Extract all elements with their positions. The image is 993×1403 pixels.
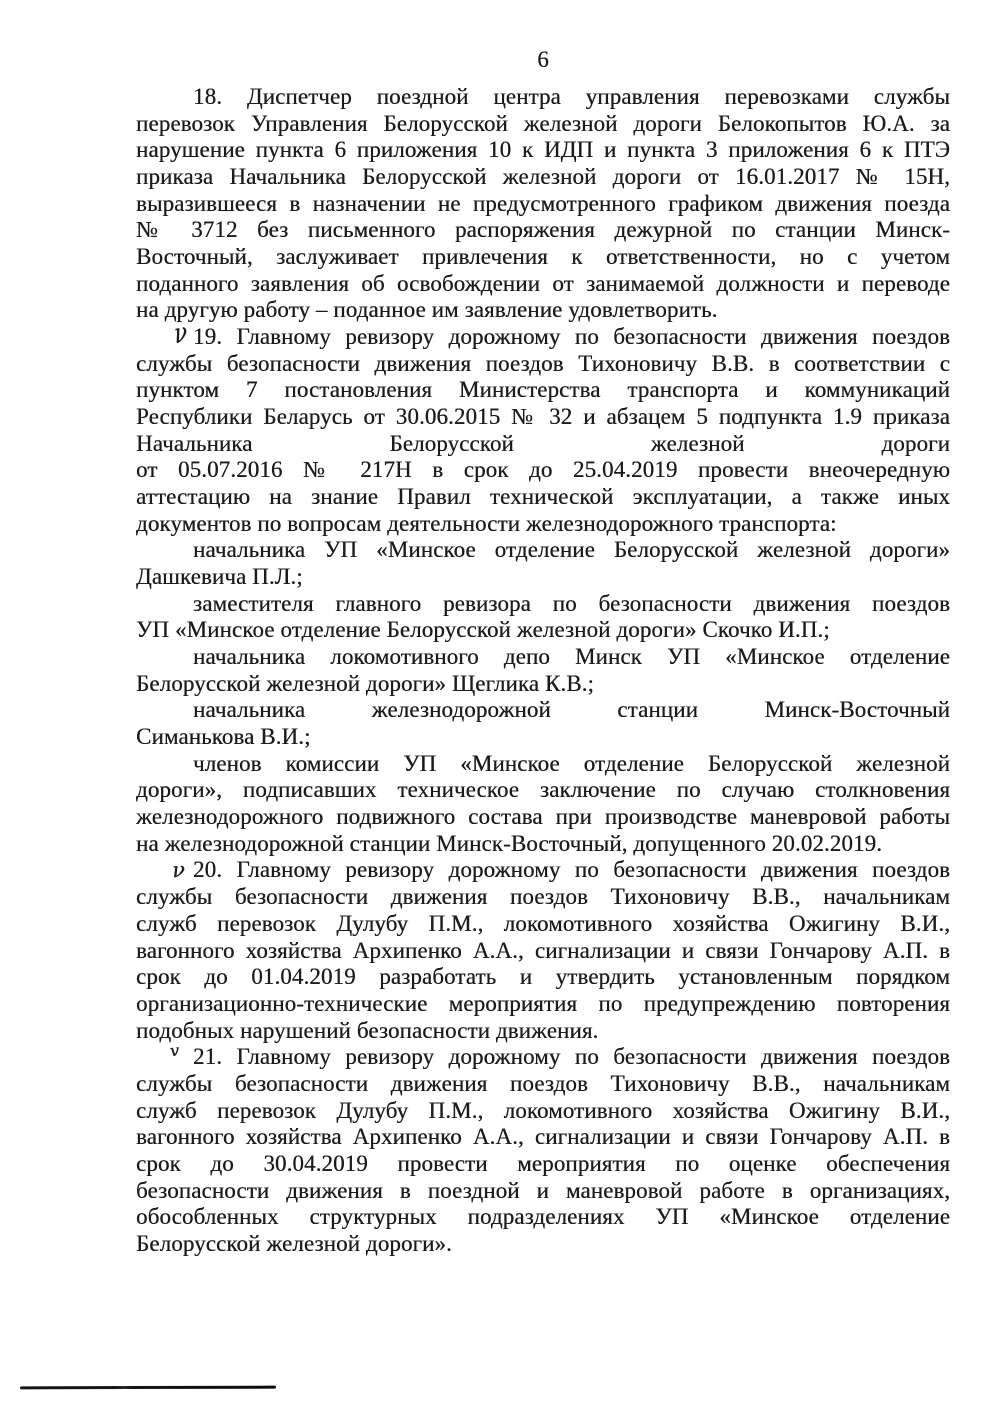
text-line: дороги», подписавших техническое заключение по случаю столкновения xyxy=(136,777,950,803)
text-line: ν 19. Главному ревизору дорожному по безопасности движения поездов xyxy=(136,324,950,351)
text-line: документов по вопросам деятельности железнодорожного транспорта: xyxy=(136,510,837,536)
item-19-sub-3 xyxy=(136,644,950,697)
item-19-sub-5 xyxy=(136,751,950,858)
text-line: службы безопасности движения поездов Тихоновичу В.В., начальникам xyxy=(136,884,950,910)
text-line: Белорусской железной дороги» Щеглика К.В.; xyxy=(136,670,595,696)
document-body xyxy=(136,84,950,1258)
text-line: v 21. Главному ревизору дорожному по безопасности движения поездов xyxy=(136,1044,950,1071)
text-line: 18. Диспетчер поездной центра управления перевозками службы xyxy=(193,84,950,109)
text-line: перевозок Управления Белорусской железной дороги Белокопытов Ю.А. за xyxy=(136,110,950,136)
text-line: службы безопасности движения поездов Тихоновичу В.В. в соответствии с xyxy=(136,350,950,376)
text-line: служб перевозок Дулубу П.М., локомотивного хозяйства Ожигину В.И., xyxy=(136,1097,950,1123)
text-line: обособленных структурных подразделениях УП «Минское отделение xyxy=(136,1204,950,1230)
text-line: подобных нарушений безопасности движения. xyxy=(136,1017,599,1043)
text-line: организационно-технические мероприятия по предупреждению повторения xyxy=(136,990,950,1016)
text-line: срок до 30.04.2019 провести мероприятия по оценке обеспечения xyxy=(136,1150,950,1176)
text-line: ν 20. Главному ревизору дорожному по безопасности движения поездов xyxy=(171,857,950,883)
text-line: нарушение пункта 6 приложения 10 к ИДП и пункта 3 приложения 6 к ПТЭ xyxy=(136,137,950,163)
footnote-separator-line xyxy=(20,1386,276,1390)
text-line: приказа Начальника Белорусской железной дороги от 16.01.2017 № 15Н, xyxy=(136,164,950,190)
text-line: начальника железнодорожной станции Минск-Восточный xyxy=(193,697,950,723)
handwritten-checkmark-icon: ν xyxy=(172,316,189,350)
handwritten-checkmark-icon: ν xyxy=(171,858,186,883)
text-line: на другую работу – поданное им заявление удовлетворить. xyxy=(136,297,718,323)
text-line: срок до 01.04.2019 разработать и утвердить установленным порядком xyxy=(136,964,950,990)
text-line: № 3712 без письменного распоряжения дежурной по станции Минск- xyxy=(136,217,950,243)
text-line: от 05.07.2016 № 217Н в срок до 25.04.2019 провести внеочередную xyxy=(136,457,950,483)
text-line: пунктом 7 постановления Министерства транспорта и коммуникаций xyxy=(136,377,950,403)
text-line: Дашкевича П.Л.; xyxy=(136,564,303,590)
item-18 xyxy=(136,84,950,324)
text-line: безопасности движения в поездной и маневровой работе в организациях, xyxy=(136,1177,950,1203)
text-line: вагонного хозяйства Архипенко А.А., сигнализации и связи Гончарову А.П. в xyxy=(136,937,950,963)
item-21 xyxy=(136,1040,950,1257)
text-line: Начальника Белорусской железной дороги xyxy=(136,430,950,456)
text-line: УП «Минское отделение Белорусской железной дороги» Скочко И.П.; xyxy=(136,617,830,643)
text-line: начальника УП «Минское отделение Белорусской железной дороги» xyxy=(193,537,950,563)
text-line: Восточный, заслуживает привлечения к ответственности, но с учетом xyxy=(136,244,950,270)
handwritten-checkmark-icon: v xyxy=(168,1040,181,1061)
text-line: на железнодорожной станции Минск-Восточный, допущенного 20.02.2019. xyxy=(136,830,883,856)
text-line: аттестацию на знание Правил технической эксплуатации, а также иных xyxy=(136,484,950,510)
text-line: железнодорожного подвижного состава при производстве маневровой работы xyxy=(136,804,950,830)
text-line: выразившееся в назначении не предусмотренного графиком движения поезда xyxy=(136,190,950,216)
item-19-sub-4 xyxy=(136,697,950,750)
text-line: заместителя главного ревизора по безопасности движения поездов xyxy=(193,590,950,616)
text-line: службы безопасности движения поездов Тихоновичу В.В., начальникам xyxy=(136,1070,950,1096)
text-line: начальника локомотивного депо Минск УП «Минское отделение xyxy=(193,644,950,670)
text-line: Республики Беларусь от 30.06.2015 № 32 и абзацем 5 подпункта 1.9 приказа xyxy=(136,404,950,430)
item-19-sub-1 xyxy=(136,537,950,590)
text-line: вагонного хозяйства Архипенко А.А., сигнализации и связи Гончарову А.П. в xyxy=(136,1124,950,1150)
page-number: 6 xyxy=(537,47,549,72)
item-19 xyxy=(136,316,950,537)
item-19-sub-2 xyxy=(136,591,950,644)
text-line: Симанькова В.И.; xyxy=(136,724,311,750)
text-line: служб перевозок Дулубу П.М., локомотивного хозяйства Ожигину В.И., xyxy=(136,910,950,936)
item-20 xyxy=(136,857,950,1044)
text-line: членов комиссии УП «Минское отделение Белорусской железной xyxy=(193,750,950,776)
text-line: Белорусской железной дороги». xyxy=(136,1230,452,1256)
text-line: поданного заявления об освобождении от занимаемой должности и переводе xyxy=(136,270,950,296)
